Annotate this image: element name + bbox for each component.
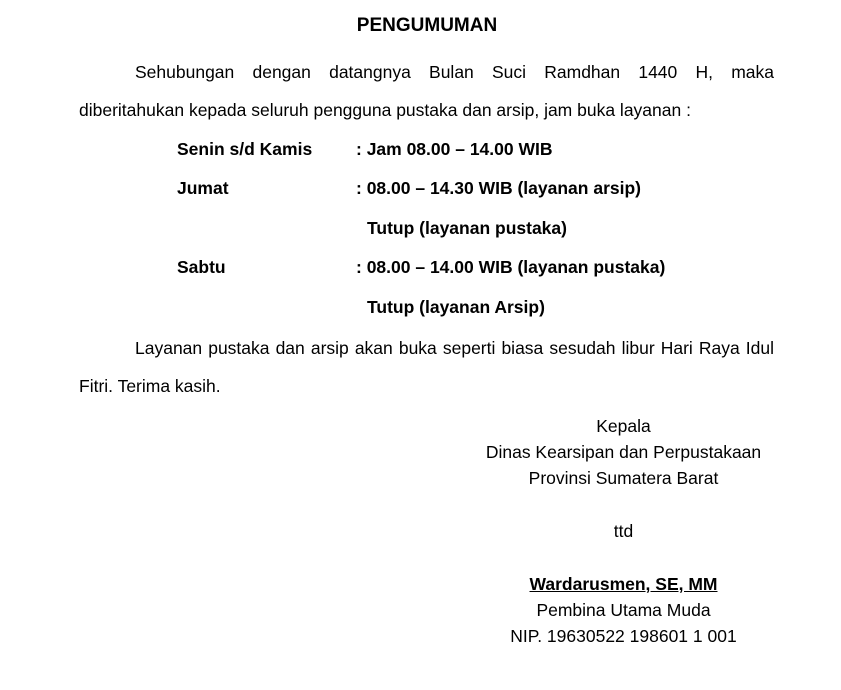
schedule-time-saturday: : 08.00 – 14.00 WIB (layanan pustaka) bbox=[356, 257, 666, 277]
signatory-rank: Pembina Utama Muda bbox=[536, 600, 711, 620]
signatory-name bbox=[473, 574, 774, 595]
schedule-day-monday-thursday: Senin s/d Kamis bbox=[177, 139, 313, 159]
schedule-extra-friday: Tutup (layanan pustaka) bbox=[367, 218, 567, 238]
signatory-name-text: Wardarusmen, SE, MM bbox=[529, 574, 718, 594]
closing-paragraph: Layanan pustaka dan arsip akan buka seperti biasa sesudah libur Hari Raya Idul Fitri. Terima kasih. bbox=[79, 338, 774, 396]
signatory-nip: NIP. 19630522 198601 1 001 bbox=[510, 626, 737, 646]
schedule-time-monday-thursday: : Jam 08.00 – 14.00 WIB bbox=[356, 139, 553, 159]
schedule-day-saturday: Sabtu bbox=[177, 257, 226, 277]
schedule-extra-saturday: Tutup (layanan Arsip) bbox=[367, 297, 545, 317]
signature-position: Kepala bbox=[596, 416, 651, 436]
page-title: PENGUMUMAN bbox=[356, 15, 498, 36]
schedule-day-friday: Jumat bbox=[177, 178, 229, 198]
signature-province: Provinsi Sumatera Barat bbox=[528, 468, 719, 488]
signature-office: Dinas Kearsipan dan Perpustakaan bbox=[485, 442, 762, 462]
intro-paragraph: Sehubungan dengan datangnya Bulan Suci Ramdhan 1440 H, maka diberitahukan kepada seluruh pengguna pustaka dan arsip, jam buka layanan : bbox=[79, 62, 774, 120]
schedule-time-friday: : 08.00 – 14.30 WIB (layanan arsip) bbox=[356, 178, 641, 198]
signature-ttd: ttd bbox=[613, 521, 634, 541]
